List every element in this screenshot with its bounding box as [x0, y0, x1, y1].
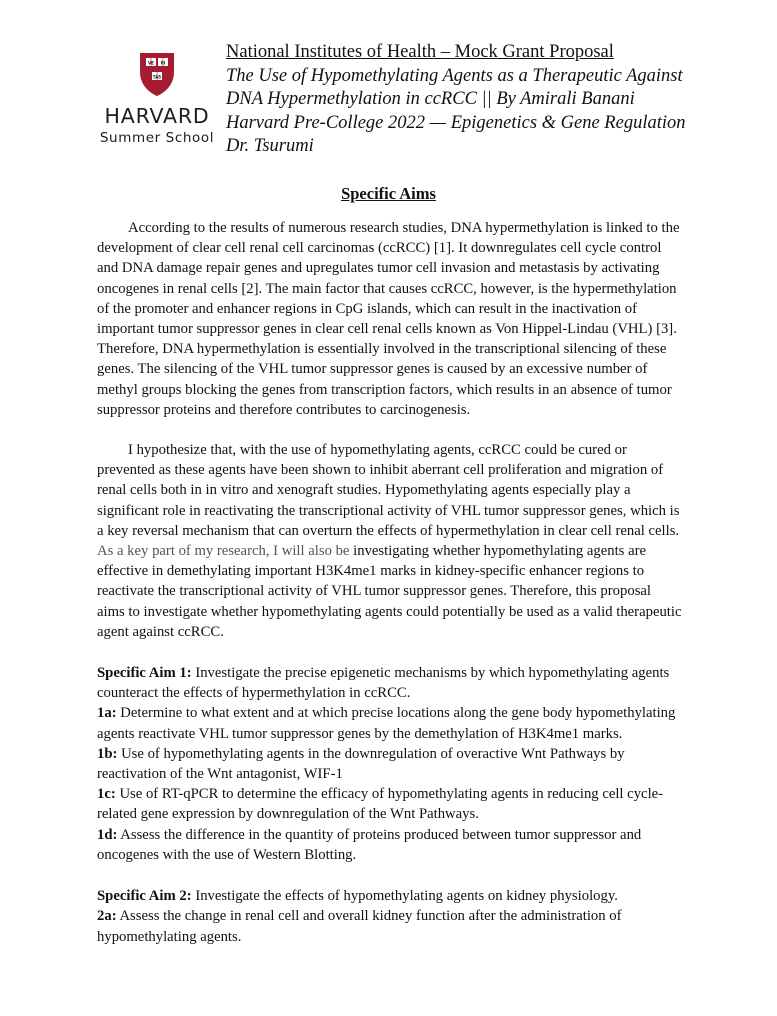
hypothesis-text-1: I hypothesize that, with the use of hypomethylating agents, ccRCC could be cured or prevented as these agents have been shown to inhibit aberrant cell proliferation and migration of renal cells both in in vitro and xenograft studies. Hypomethylating agents especially play a significant role in reactivating the transcriptional activity of VHL tumor suppressor genes, which is a key reversal mechanism that can overturn the effects of hypermethylation in clear cell renal cells.: [97, 442, 680, 539]
harvard-summer-school-logo: [98, 50, 216, 146]
aim-1a-label: 1a:: [97, 705, 117, 722]
header-line-title: The Use of Hypomethylating Agents as a Therapeutic Against: [226, 65, 683, 86]
proposal-header: [226, 41, 686, 159]
aim-1b-label: 1b:: [97, 745, 118, 762]
section-heading: Specific Aims: [341, 184, 436, 203]
svg-text:RI: RI: [160, 60, 166, 66]
aim-2-label: Specific Aim 2:: [97, 888, 192, 905]
document-body: [97, 218, 682, 968]
logo-subline: Summer School: [99, 130, 215, 146]
header-line-program: Harvard Pre-College 2022 — Epigenetics & Gene Regulation: [226, 112, 686, 133]
specific-aim-2: [97, 886, 682, 947]
paragraph-hypothesis: [97, 440, 682, 642]
header-line-title-author: DNA Hypermethylation in ccRCC || By Amirali Banani: [226, 89, 635, 109]
aim-1d-text: Assess the difference in the quantity of proteins produced between tumor suppressor and oncogenes with the use of Western Blotting.: [97, 826, 642, 863]
aim-1-label: Specific Aim 1:: [97, 665, 192, 682]
specific-aim-1: [97, 663, 682, 865]
header-line-instructor: Dr. Tsurumi: [226, 136, 314, 156]
aim-1b: [97, 744, 682, 784]
harvard-shield-icon: [137, 50, 177, 98]
aim-1c: [97, 784, 682, 824]
paragraph-background: According to the results of numerous research studies, DNA hypermethylation is linked to the development of clear cell renal cell carcinomas (ccRCC) [1]. It downregulates cell cycle control and DNA damage repair genes and upregulates tumor cell invasion and metastasis by activating oncogenes in renal cells [2]. The main factor that causes ccRCC, however, is the hypermethylation of the promoter and enhancer regions in CpG islands, which can result in the inactivation of important tumor suppressor genes in clear cell renal cells known as Von Hippel-Lindau (VHL) [3]. Therefore, DNA hypermethylation is essentially involved in the transcriptional silencing of these genes. The silencing of the VHL tumor suppressor genes is caused by an excessive number of methyl groups blocking the genes from transcription factors, which results in an absence of tumor suppressor proteins and therefore contributes to carcinogenesis.: [97, 220, 680, 418]
aim-1b-text: Use of hypomethylating agents in the downregulation of overactive Wnt Pathways by reactivation of the Wnt antagonist, WIF-1: [97, 745, 625, 783]
logo-wordmark: HARVARD: [104, 104, 210, 128]
aim-2a-label: 2a:: [97, 908, 117, 925]
aim-1-statement: [97, 663, 682, 703]
svg-text:TAS: TAS: [152, 74, 162, 80]
aim-1c-label: 1c:: [97, 786, 116, 803]
aim-1a-text: Determine to what extent and at which precise locations along the gene body hypomethylating agents reactivate VHL tumor suppressor genes by the demethylation of H3K4me1 marks.: [97, 705, 676, 742]
header-line-organization: National Institutes of Health – Mock Grant Proposal: [226, 42, 614, 62]
hypothesis-text-3: investigating whether hypomethylating agents are effective in demethylating important H3K4me1 marks in kidney-specific enhancer regions to reactivate the transcriptional activity of VHL tumor suppressor genes. Therefore, this proposal aims to investigate whether hypomethylating agents could potentially be used as a valid therapeutic agent against ccRCC.: [97, 543, 682, 640]
hypothesis-text-2: As a key part of my research, I will also be: [97, 543, 354, 560]
aim-1d: [97, 825, 682, 865]
aim-2-text: Investigate the effects of hypomethylating agents on kidney physiology.: [191, 888, 618, 905]
aim-1a: [97, 703, 682, 743]
aim-2-statement: [97, 886, 682, 906]
aim-1c-text: Use of RT-qPCR to determine the efficacy of hypomethylating agents in reducing cell cycle-related gene expression by downregulation of the Wnt Pathways.: [97, 786, 664, 823]
svg-text:VE: VE: [147, 60, 155, 66]
aim-1d-label: 1d:: [97, 826, 118, 843]
aim-2a-text: Assess the change in renal cell and overall kidney function after the administration of hypomethylating agents.: [97, 908, 622, 945]
aim-1-text: Investigate the precise epigenetic mechanisms by which hypomethylating agents counteract the effects of hypermethylation in ccRCC.: [97, 665, 670, 702]
aim-2a: [97, 906, 682, 946]
